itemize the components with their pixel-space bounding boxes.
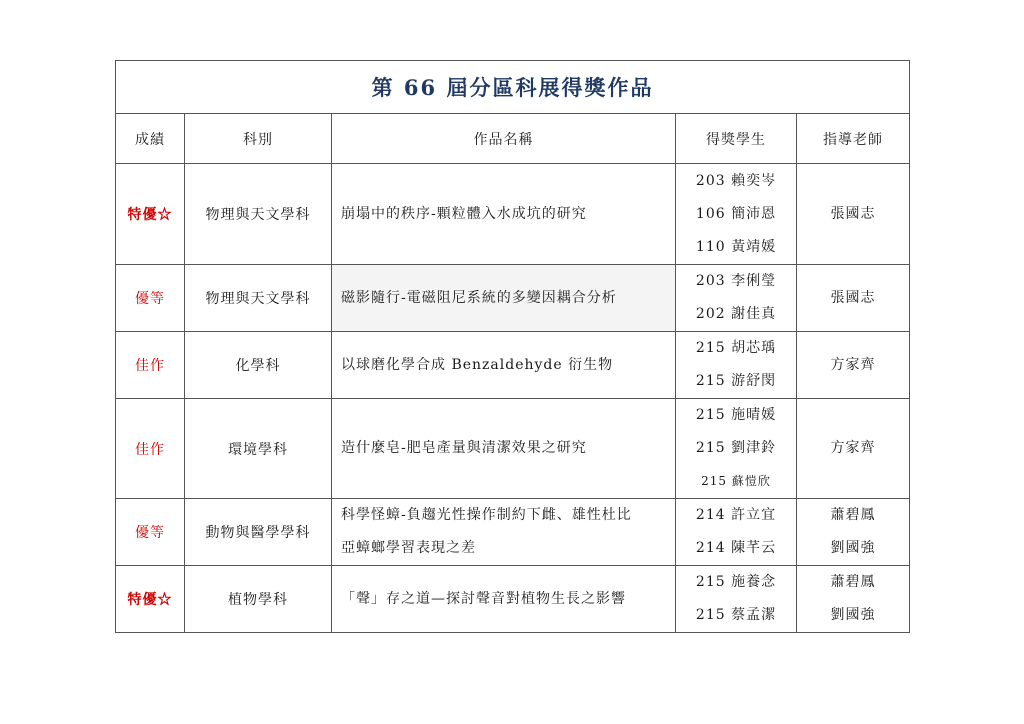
table-row [116,399,910,499]
grade-cell: 佳作 [116,332,185,399]
student-name: 215 蘇愷欣 [701,474,771,488]
title-row [116,61,910,114]
student-name: 215 施養念 [695,574,777,590]
grade-cell: 優等 [116,499,185,566]
teacher-name: 蕭碧鳳 [830,574,876,590]
work-title-cell [332,332,676,399]
grade-cell: 特優☆ [116,566,185,633]
student-name: 203 賴奕岑 [695,172,777,189]
work-title-cell [332,265,676,332]
grade-cell: 佳作 [116,399,185,499]
subject-cell: 植物學科 [185,566,332,633]
work-title-cell [332,499,676,566]
teacher-name: 蕭碧鳳 [830,507,876,523]
students-cell [676,265,797,332]
header-row [116,114,910,164]
student-name: 106 簡沛恩 [695,205,777,222]
teacher-name: 方家齊 [830,356,876,373]
grade-cell: 特優☆ [116,164,185,265]
table-row [116,265,910,332]
header-students: 得獎學生 [676,114,797,164]
teacher-name: 劉國強 [830,607,876,623]
teacher-cell [797,499,910,566]
teacher-cell [797,332,910,399]
teacher-name: 張國志 [830,205,876,222]
student-name: 215 劉津鈴 [695,440,777,456]
students-cell [676,566,797,633]
table-row [116,566,910,633]
work-title-cell [332,164,676,265]
subject-cell: 動物與醫學學科 [185,499,332,566]
subject-cell: 物理與天文學科 [185,265,332,332]
page-title: 第 66 屆分區科展得獎作品 [116,61,910,114]
grade-cell: 優等 [116,265,185,332]
teacher-cell [797,566,910,633]
subject-cell: 環境學科 [185,399,332,499]
header-grade: 成績 [116,114,185,164]
work-title-line: 以球磨化學合成 Benzaldehyde 衍生物 [341,356,614,373]
header-subject: 科別 [185,114,332,164]
header-teacher: 指導老師 [797,114,910,164]
table-row [116,164,910,265]
work-title-line: 崩塌中的秩序-顆粒體入水成坑的研究 [341,205,587,222]
teacher-name: 劉國強 [830,540,876,556]
students-cell [676,399,797,499]
student-name: 215 施晴媛 [695,407,777,423]
table-row [116,499,910,566]
work-title-cell [332,566,676,633]
teacher-cell [797,164,910,265]
student-name: 202 謝佳真 [695,306,777,322]
work-title-cell [332,399,676,499]
student-name: 215 胡芯瑀 [695,340,777,356]
work-title-line: 「聲」存之道—探討聲音對植物生長之影響 [341,590,626,607]
student-name: 215 蔡孟潔 [695,607,777,623]
teacher-name: 方家齊 [830,440,876,456]
table-row [116,332,910,399]
student-name: 203 李俐瑩 [695,273,777,289]
work-title-line: 亞蟑螂學習表現之差 [341,540,476,556]
students-cell [676,332,797,399]
subject-cell: 化學科 [185,332,332,399]
students-cell [676,164,797,265]
work-title-line: 造什麼皂-肥皂產量與清潔效果之研究 [341,440,587,456]
student-name: 215 游舒閔 [695,373,777,389]
teacher-name: 張國志 [830,289,876,306]
subject-cell: 物理與天文學科 [185,164,332,265]
work-title-line: 科學怪蟑-負趨光性操作制約下雌、雄性杜比 [341,507,632,523]
awards-table [115,60,910,633]
student-name: 110 黃靖媛 [695,238,777,255]
teacher-cell [797,399,910,499]
student-name: 214 許立宜 [695,507,777,523]
students-cell [676,499,797,566]
header-work: 作品名稱 [332,114,676,164]
teacher-cell [797,265,910,332]
work-title-line: 磁影隨行-電磁阻尼系統的多變因耦合分析 [341,289,617,306]
student-name: 214 陳芊云 [695,540,777,556]
